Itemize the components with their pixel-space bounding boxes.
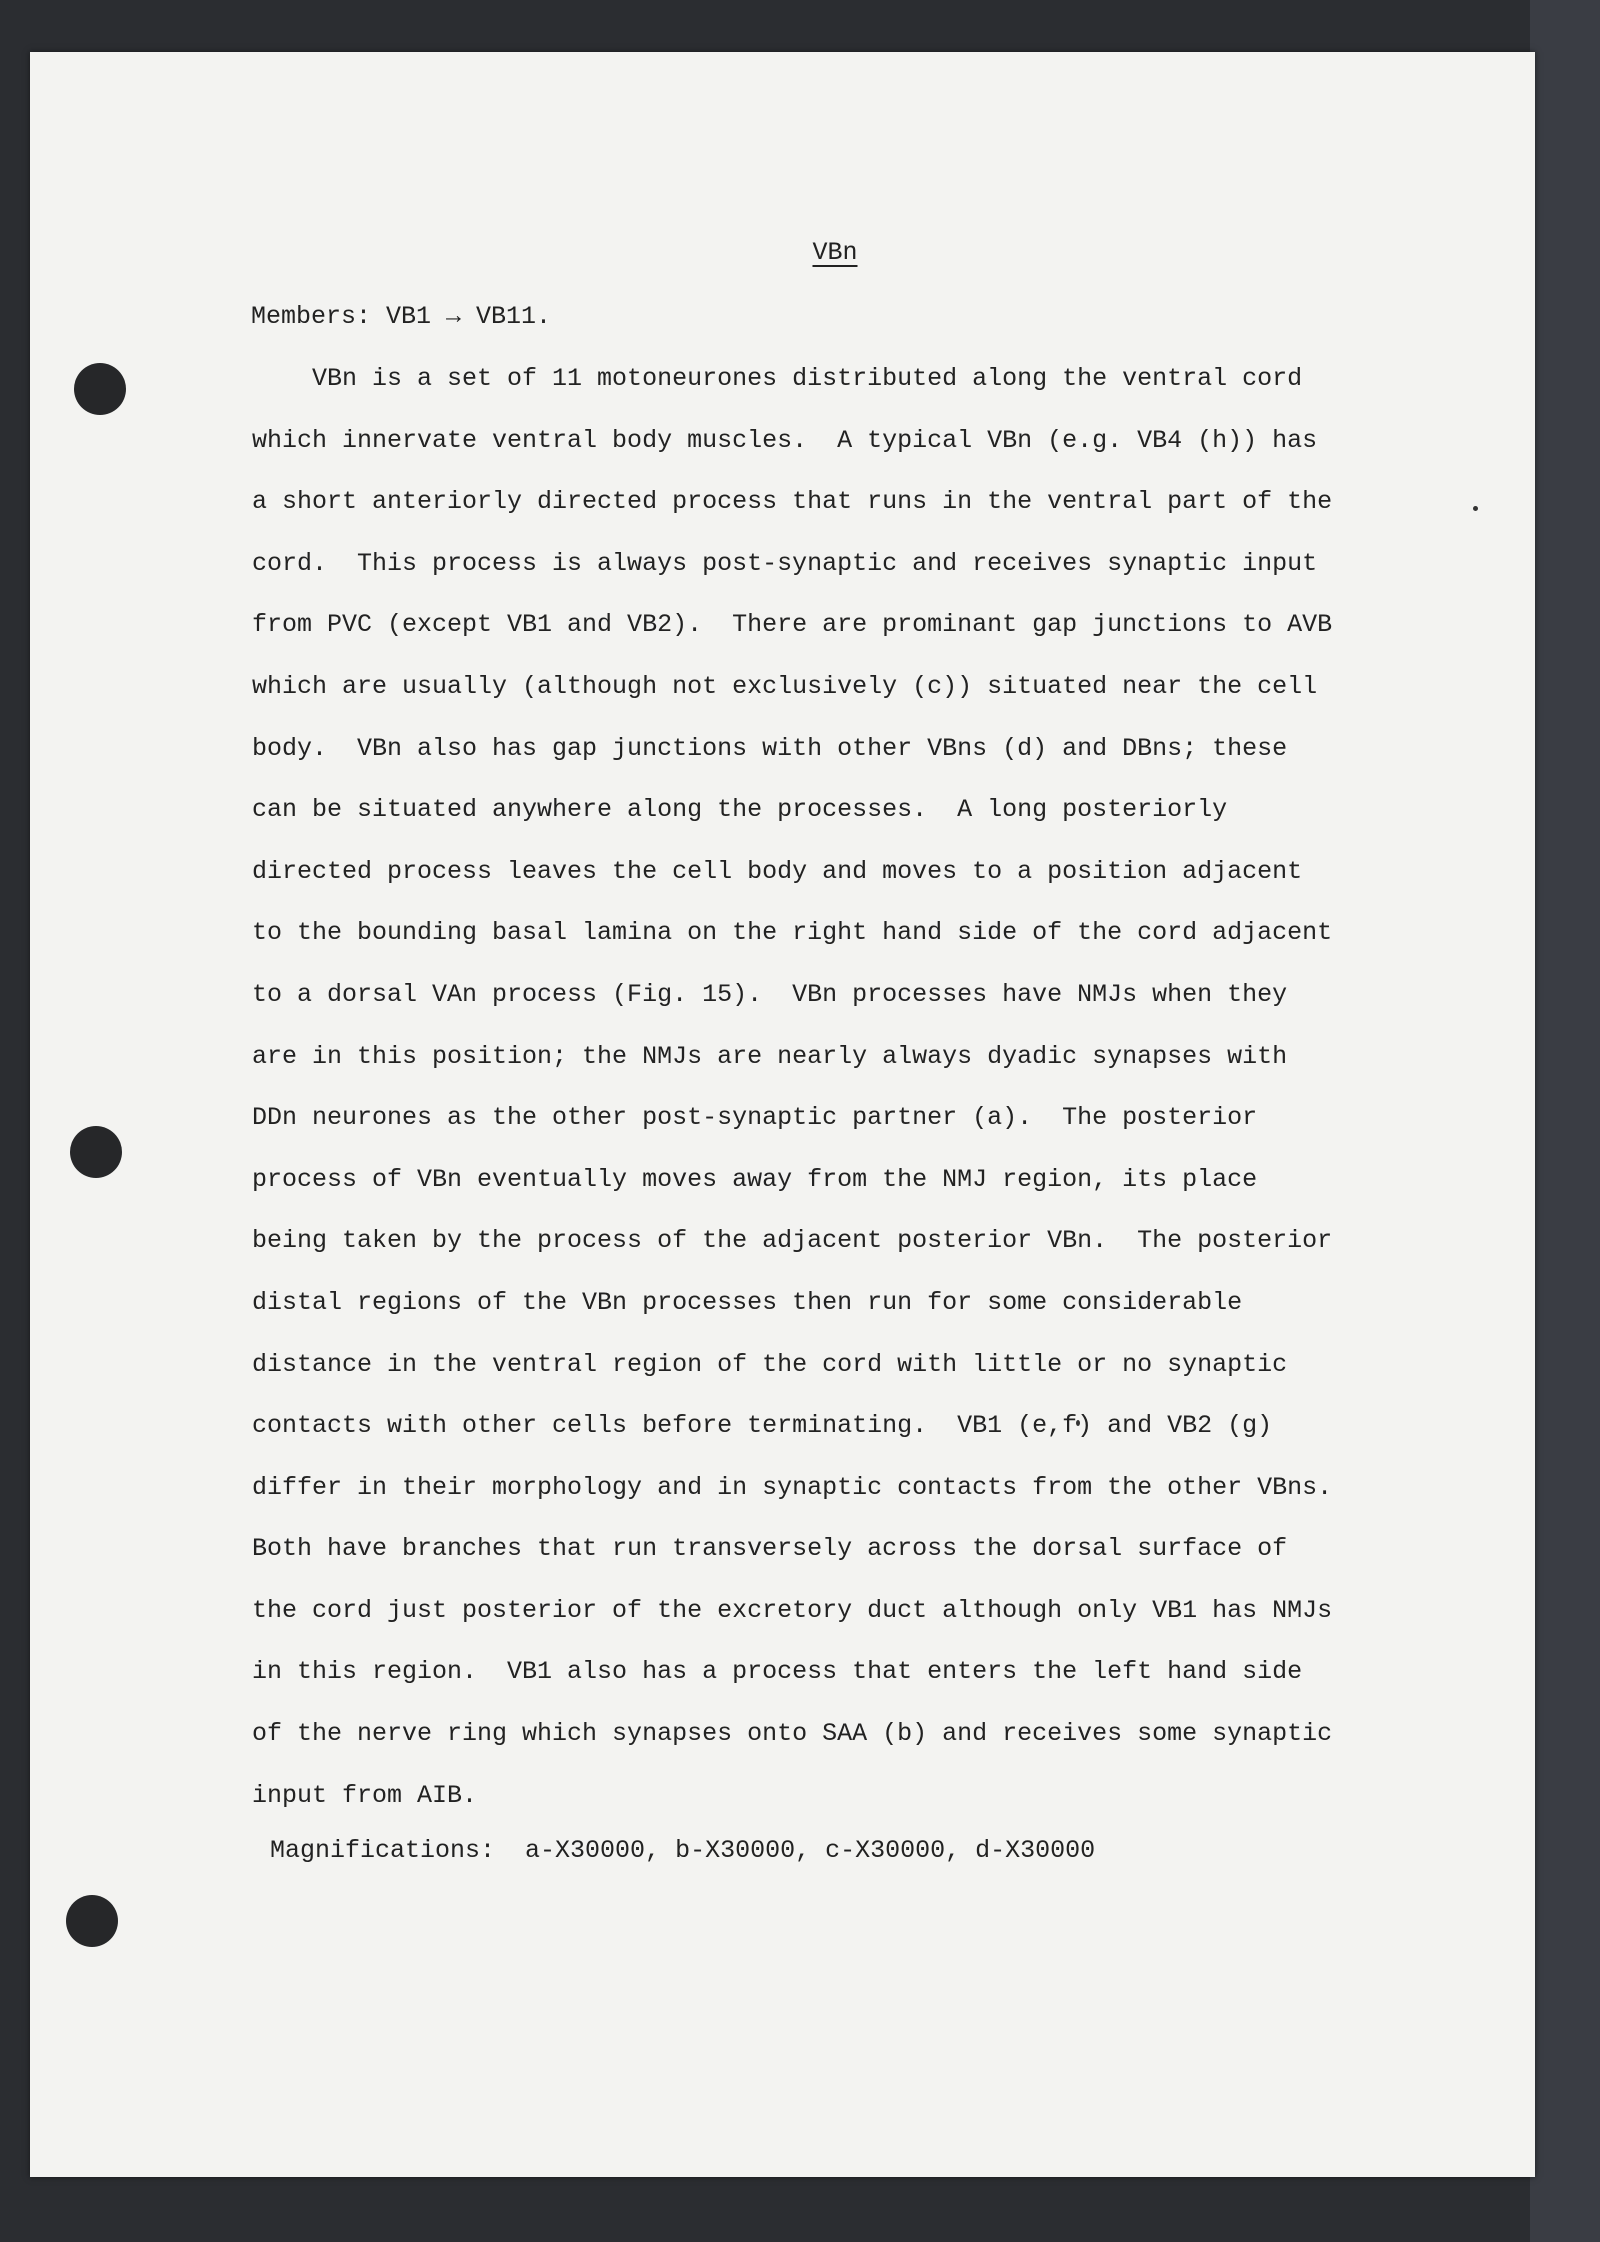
text-line: Both have branches that run transversely across the dorsal surface of	[252, 1534, 1288, 1564]
text-line: which innervate ventral body muscles. A typical VBn (e.g. VB4 (h)) has	[252, 425, 1318, 455]
text-line: body. VBn also has gap junctions with other VBns (d) and DBns; these	[252, 733, 1288, 763]
members-line: Members: VB1 → VB11.	[251, 302, 552, 331]
text-line: process of VBn eventually moves away from the NMJ region, its place	[252, 1164, 1258, 1194]
text-line: to a dorsal VAn process (Fig. 15). VBn processes have NMJs when they	[252, 979, 1288, 1009]
punch-hole	[74, 363, 126, 415]
text-line: cord. This process is always post-synaptic and receives synaptic input	[252, 548, 1318, 578]
paper-speck	[1473, 506, 1478, 511]
punch-hole	[66, 1895, 118, 1947]
punch-hole	[70, 1126, 122, 1178]
text-line: the cord just posterior of the excretory duct although only VB1 has NMJs	[252, 1595, 1333, 1625]
text-line: in this region. VB1 also has a process that enters the left hand side	[252, 1657, 1303, 1687]
text-line: distal regions of the VBn processes then run for some considerable	[252, 1287, 1243, 1317]
text-line: distance in the ventral region of the cord with little or no synaptic	[252, 1349, 1288, 1379]
text-line: being taken by the process of the adjacent posterior VBn. The posterior	[252, 1226, 1333, 1256]
page-title: VBn	[812, 238, 858, 267]
magnifications-line: Magnifications: a-X30000, b-X30000, c-X30000, d-X30000	[270, 1836, 1096, 1865]
text-line: are in this position; the NMJs are nearly always dyadic synapses with	[252, 1041, 1288, 1071]
text-line: input from AIB.	[252, 1780, 478, 1810]
text-line: VBn is a set of 11 motoneurones distributed along the ventral cord	[252, 364, 1303, 393]
text-line: contacts with other cells before terminating. VB1 (e,f) and VB2 (g)	[252, 1411, 1273, 1441]
text-line: which are usually (although not exclusively (c)) situated near the cell	[252, 671, 1318, 701]
text-line: directed process leaves the cell body and moves to a position adjacent	[252, 856, 1303, 886]
text-line: DDn neurones as the other post-synaptic partner (a). The posterior	[252, 1103, 1258, 1133]
text-line: to the bounding basal lamina on the right hand side of the cord adjacent	[252, 918, 1333, 948]
text-line: can be situated anywhere along the processes. A long posteriorly	[252, 795, 1228, 825]
body-paragraph	[252, 348, 1402, 1826]
backdrop	[1530, 0, 1600, 2242]
text-line: from PVC (except VB1 and VB2). There are prominant gap junctions to AVB	[252, 610, 1333, 640]
text-line: of the nerve ring which synapses onto SAA (b) and receives some synaptic	[252, 1719, 1333, 1749]
text-line: a short anteriorly directed process that runs in the ventral part of the	[252, 487, 1333, 517]
text-line: differ in their morphology and in synaptic contacts from the other VBns.	[252, 1472, 1333, 1502]
